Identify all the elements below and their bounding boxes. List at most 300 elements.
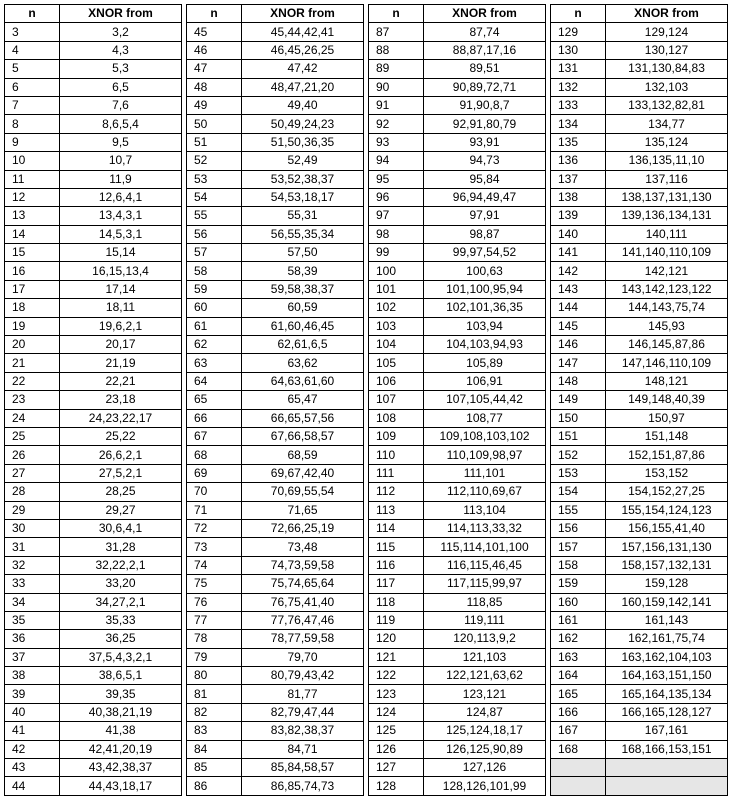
cell-xnor: 168,166,153,151 <box>606 740 728 758</box>
cell-xnor: 143,142,123,122 <box>606 280 728 298</box>
cell-n: 130 <box>551 41 606 59</box>
table-row <box>369 740 546 758</box>
cell-xnor: 121,103 <box>424 648 546 666</box>
cell-xnor: 87,74 <box>424 23 546 41</box>
cell-n: 78 <box>187 630 242 648</box>
cell-n: 12 <box>5 188 60 206</box>
cell-xnor: 98,87 <box>424 225 546 243</box>
table-row <box>187 759 364 777</box>
cell-xnor: 48,47,21,20 <box>242 78 364 96</box>
cell-n: 67 <box>187 427 242 445</box>
column-header-xnor: XNOR from <box>242 5 364 23</box>
cell-xnor: 62,61,6,5 <box>242 336 364 354</box>
cell-n: 13 <box>5 207 60 225</box>
cell-n: 79 <box>187 648 242 666</box>
table-row <box>187 317 364 335</box>
table-row <box>187 501 364 519</box>
cell-n: 57 <box>187 244 242 262</box>
cell-xnor: 67,66,58,57 <box>242 427 364 445</box>
table-row <box>369 207 546 225</box>
cell-n: 138 <box>551 188 606 206</box>
cell-xnor: 9,5 <box>60 133 182 151</box>
cell-xnor: 127,126 <box>424 759 546 777</box>
cell-xnor: 47,42 <box>242 60 364 78</box>
table-row <box>551 207 728 225</box>
cell-xnor: 88,87,17,16 <box>424 41 546 59</box>
cell-xnor: 24,23,22,17 <box>60 409 182 427</box>
table-row <box>187 170 364 188</box>
cell-n: 35 <box>5 611 60 629</box>
cell-xnor: 117,115,99,97 <box>424 575 546 593</box>
cell-n: 65 <box>187 391 242 409</box>
table-row <box>551 280 728 298</box>
table-row <box>551 648 728 666</box>
table-row <box>369 336 546 354</box>
cell-n: 80 <box>187 667 242 685</box>
cell-n: 100 <box>369 262 424 280</box>
cell-xnor: 6,5 <box>60 78 182 96</box>
cell-xnor: 54,53,18,17 <box>242 188 364 206</box>
cell-xnor: 89,51 <box>424 60 546 78</box>
cell-xnor: 165,164,135,134 <box>606 685 728 703</box>
cell-xnor: 71,65 <box>242 501 364 519</box>
cell-xnor: 99,97,54,52 <box>424 244 546 262</box>
xnor-table-3 <box>368 4 546 796</box>
table-row <box>369 703 546 721</box>
cell-xnor: 68,59 <box>242 446 364 464</box>
cell-n: 49 <box>187 96 242 114</box>
table-row <box>369 262 546 280</box>
table-row <box>369 317 546 335</box>
cell-n: 105 <box>369 354 424 372</box>
table-row <box>551 703 728 721</box>
cell-n: 101 <box>369 280 424 298</box>
cell-xnor: 105,89 <box>424 354 546 372</box>
cell-xnor: 61,60,46,45 <box>242 317 364 335</box>
cell-xnor: 12,6,4,1 <box>60 188 182 206</box>
table-row <box>5 225 182 243</box>
cell-n: 158 <box>551 556 606 574</box>
cell-n: 92 <box>369 115 424 133</box>
cell-xnor: 157,156,131,130 <box>606 538 728 556</box>
cell-n: 15 <box>5 244 60 262</box>
table-row <box>369 188 546 206</box>
table-row <box>551 519 728 537</box>
table-row <box>187 336 364 354</box>
cell-n: 43 <box>5 759 60 777</box>
table-row <box>369 170 546 188</box>
cell-xnor: 91,90,8,7 <box>424 96 546 114</box>
cell-n: 160 <box>551 593 606 611</box>
empty-cell <box>606 759 728 777</box>
cell-xnor: 70,69,55,54 <box>242 483 364 501</box>
table-row <box>5 556 182 574</box>
cell-xnor: 101,100,95,94 <box>424 280 546 298</box>
table-row <box>551 41 728 59</box>
cell-xnor: 136,135,11,10 <box>606 152 728 170</box>
cell-n: 87 <box>369 23 424 41</box>
table-row <box>187 464 364 482</box>
cell-xnor: 13,4,3,1 <box>60 207 182 225</box>
table-row <box>369 446 546 464</box>
table-row <box>551 78 728 96</box>
cell-n: 55 <box>187 207 242 225</box>
cell-n: 21 <box>5 354 60 372</box>
cell-n: 77 <box>187 611 242 629</box>
cell-n: 61 <box>187 317 242 335</box>
table-row <box>5 464 182 482</box>
cell-xnor: 16,15,13,4 <box>60 262 182 280</box>
cell-n: 94 <box>369 152 424 170</box>
cell-n: 66 <box>187 409 242 427</box>
table-row <box>187 483 364 501</box>
cell-n: 102 <box>369 299 424 317</box>
cell-xnor: 15,14 <box>60 244 182 262</box>
cell-n: 14 <box>5 225 60 243</box>
xnor-table-2 <box>186 4 364 796</box>
cell-xnor: 93,91 <box>424 133 546 151</box>
cell-xnor: 113,104 <box>424 501 546 519</box>
cell-n: 140 <box>551 225 606 243</box>
cell-xnor: 36,25 <box>60 630 182 648</box>
table-row <box>551 23 728 41</box>
table-row <box>187 575 364 593</box>
table-row <box>551 262 728 280</box>
cell-n: 5 <box>5 60 60 78</box>
table-row <box>551 354 728 372</box>
cell-xnor: 120,113,9,2 <box>424 630 546 648</box>
cell-xnor: 139,136,134,131 <box>606 207 728 225</box>
table-row <box>369 722 546 740</box>
cell-xnor: 163,162,104,103 <box>606 648 728 666</box>
cell-xnor: 148,121 <box>606 372 728 390</box>
table-row <box>551 630 728 648</box>
cell-n: 3 <box>5 23 60 41</box>
cell-xnor: 19,6,2,1 <box>60 317 182 335</box>
table-row <box>5 611 182 629</box>
cell-xnor: 60,59 <box>242 299 364 317</box>
table-row <box>5 244 182 262</box>
cell-xnor: 51,50,36,35 <box>242 133 364 151</box>
cell-n: 63 <box>187 354 242 372</box>
table-row <box>5 115 182 133</box>
cell-n: 114 <box>369 519 424 537</box>
table-row <box>5 372 182 390</box>
table-row <box>187 722 364 740</box>
cell-n: 106 <box>369 372 424 390</box>
cell-n: 39 <box>5 685 60 703</box>
cell-xnor: 34,27,2,1 <box>60 593 182 611</box>
cell-xnor: 35,33 <box>60 611 182 629</box>
cell-xnor: 159,128 <box>606 575 728 593</box>
cell-xnor: 79,70 <box>242 648 364 666</box>
cell-xnor: 133,132,82,81 <box>606 96 728 114</box>
cell-n: 24 <box>5 409 60 427</box>
table-row <box>369 354 546 372</box>
table-row <box>551 685 728 703</box>
table-row <box>551 170 728 188</box>
cell-xnor: 77,76,47,46 <box>242 611 364 629</box>
cell-n: 148 <box>551 372 606 390</box>
cell-xnor: 3,2 <box>60 23 182 41</box>
table-row <box>551 299 728 317</box>
cell-n: 40 <box>5 703 60 721</box>
cell-n: 86 <box>187 777 242 795</box>
table-row <box>369 630 546 648</box>
cell-n: 71 <box>187 501 242 519</box>
cell-n: 20 <box>5 336 60 354</box>
table-row <box>187 60 364 78</box>
cell-n: 118 <box>369 593 424 611</box>
table-row <box>187 391 364 409</box>
cell-n: 117 <box>369 575 424 593</box>
cell-n: 126 <box>369 740 424 758</box>
table-row <box>187 244 364 262</box>
cell-xnor: 46,45,26,25 <box>242 41 364 59</box>
cell-xnor: 4,3 <box>60 41 182 59</box>
cell-xnor: 123,121 <box>424 685 546 703</box>
table-row <box>187 667 364 685</box>
cell-n: 30 <box>5 519 60 537</box>
cell-n: 150 <box>551 409 606 427</box>
cell-n: 85 <box>187 759 242 777</box>
column-header-n: n <box>551 5 606 23</box>
cell-n: 33 <box>5 575 60 593</box>
cell-xnor: 122,121,63,62 <box>424 667 546 685</box>
cell-n: 9 <box>5 133 60 151</box>
table-row <box>5 777 182 795</box>
table-row <box>187 299 364 317</box>
cell-xnor: 43,42,38,37 <box>60 759 182 777</box>
cell-n: 8 <box>5 115 60 133</box>
cell-xnor: 115,114,101,100 <box>424 538 546 556</box>
cell-n: 119 <box>369 611 424 629</box>
cell-xnor: 30,6,4,1 <box>60 519 182 537</box>
cell-n: 132 <box>551 78 606 96</box>
cell-xnor: 90,89,72,71 <box>424 78 546 96</box>
cell-n: 56 <box>187 225 242 243</box>
table-row <box>187 41 364 59</box>
cell-n: 167 <box>551 722 606 740</box>
table-row <box>551 483 728 501</box>
table-row <box>551 336 728 354</box>
table-row <box>187 78 364 96</box>
cell-n: 98 <box>369 225 424 243</box>
cell-n: 95 <box>369 170 424 188</box>
cell-n: 155 <box>551 501 606 519</box>
table-row <box>369 244 546 262</box>
cell-n: 27 <box>5 464 60 482</box>
table-row <box>551 556 728 574</box>
cell-n: 4 <box>5 41 60 59</box>
cell-n: 16 <box>5 262 60 280</box>
cell-xnor: 85,84,58,57 <box>242 759 364 777</box>
cell-xnor: 27,5,2,1 <box>60 464 182 482</box>
cell-n: 113 <box>369 501 424 519</box>
cell-xnor: 144,143,75,74 <box>606 299 728 317</box>
table-row <box>369 685 546 703</box>
cell-n: 110 <box>369 446 424 464</box>
table-row <box>187 280 364 298</box>
cell-xnor: 142,121 <box>606 262 728 280</box>
cell-n: 107 <box>369 391 424 409</box>
cell-xnor: 39,35 <box>60 685 182 703</box>
table-row <box>369 427 546 445</box>
cell-xnor: 84,71 <box>242 740 364 758</box>
cell-n: 116 <box>369 556 424 574</box>
table-row <box>551 667 728 685</box>
cell-n: 157 <box>551 538 606 556</box>
table-row <box>551 446 728 464</box>
table-row <box>5 409 182 427</box>
cell-n: 60 <box>187 299 242 317</box>
table-row <box>5 685 182 703</box>
table-row <box>5 519 182 537</box>
cell-xnor: 44,43,18,17 <box>60 777 182 795</box>
table-row <box>551 372 728 390</box>
cell-xnor: 124,87 <box>424 703 546 721</box>
cell-n: 38 <box>5 667 60 685</box>
cell-n: 89 <box>369 60 424 78</box>
cell-xnor: 118,85 <box>424 593 546 611</box>
cell-xnor: 162,161,75,74 <box>606 630 728 648</box>
cell-xnor: 42,41,20,19 <box>60 740 182 758</box>
cell-n: 84 <box>187 740 242 758</box>
cell-xnor: 72,66,25,19 <box>242 519 364 537</box>
cell-xnor: 14,5,3,1 <box>60 225 182 243</box>
table-row <box>551 115 728 133</box>
cell-n: 90 <box>369 78 424 96</box>
cell-xnor: 107,105,44,42 <box>424 391 546 409</box>
cell-xnor: 100,63 <box>424 262 546 280</box>
cell-xnor: 155,154,124,123 <box>606 501 728 519</box>
table-row <box>369 538 546 556</box>
cell-n: 62 <box>187 336 242 354</box>
cell-xnor: 33,20 <box>60 575 182 593</box>
cell-xnor: 23,18 <box>60 391 182 409</box>
cell-xnor: 76,75,41,40 <box>242 593 364 611</box>
cell-xnor: 153,152 <box>606 464 728 482</box>
cell-n: 32 <box>5 556 60 574</box>
cell-n: 147 <box>551 354 606 372</box>
cell-n: 82 <box>187 703 242 721</box>
cell-n: 23 <box>5 391 60 409</box>
table-row <box>369 41 546 59</box>
table-row <box>369 391 546 409</box>
cell-xnor: 55,31 <box>242 207 364 225</box>
table-row <box>5 391 182 409</box>
cell-xnor: 20,17 <box>60 336 182 354</box>
table-row <box>5 630 182 648</box>
table-row <box>551 96 728 114</box>
table-row <box>187 115 364 133</box>
cell-n: 46 <box>187 41 242 59</box>
table-row <box>551 427 728 445</box>
xnor-table-1 <box>4 4 182 796</box>
table-row <box>5 317 182 335</box>
cell-n: 18 <box>5 299 60 317</box>
cell-xnor: 28,25 <box>60 483 182 501</box>
cell-xnor: 65,47 <box>242 391 364 409</box>
cell-n: 72 <box>187 519 242 537</box>
column-header-xnor: XNOR from <box>424 5 546 23</box>
cell-xnor: 18,11 <box>60 299 182 317</box>
table-row <box>5 280 182 298</box>
cell-xnor: 75,74,65,64 <box>242 575 364 593</box>
column-header-n: n <box>187 5 242 23</box>
table-row <box>369 23 546 41</box>
table-row <box>369 575 546 593</box>
cell-n: 81 <box>187 685 242 703</box>
cell-n: 159 <box>551 575 606 593</box>
cell-xnor: 40,38,21,19 <box>60 703 182 721</box>
cell-xnor: 56,55,35,34 <box>242 225 364 243</box>
cell-xnor: 78,77,59,58 <box>242 630 364 648</box>
table-row <box>369 667 546 685</box>
table-row <box>551 538 728 556</box>
table-row <box>187 225 364 243</box>
cell-xnor: 41,38 <box>60 722 182 740</box>
header-row <box>551 5 728 23</box>
cell-n: 25 <box>5 427 60 445</box>
empty-cell <box>551 759 606 777</box>
table-row <box>369 115 546 133</box>
table-row <box>551 244 728 262</box>
cell-n: 51 <box>187 133 242 151</box>
table-row <box>5 483 182 501</box>
table-row <box>551 317 728 335</box>
table-row <box>187 630 364 648</box>
cell-xnor: 130,127 <box>606 41 728 59</box>
table-row <box>5 575 182 593</box>
table-row <box>187 556 364 574</box>
cell-n: 73 <box>187 538 242 556</box>
cell-xnor: 45,44,42,41 <box>242 23 364 41</box>
table-row <box>551 188 728 206</box>
cell-xnor: 63,62 <box>242 354 364 372</box>
table-row <box>5 501 182 519</box>
cell-xnor: 69,67,42,40 <box>242 464 364 482</box>
cell-n: 103 <box>369 317 424 335</box>
table-row <box>369 777 546 795</box>
cell-xnor: 149,148,40,39 <box>606 391 728 409</box>
cell-xnor: 103,94 <box>424 317 546 335</box>
cell-n: 17 <box>5 280 60 298</box>
table-row <box>187 538 364 556</box>
cell-xnor: 37,5,4,3,2,1 <box>60 648 182 666</box>
table-row <box>187 96 364 114</box>
cell-n: 135 <box>551 133 606 151</box>
cell-n: 36 <box>5 630 60 648</box>
cell-n: 52 <box>187 152 242 170</box>
table-row <box>5 759 182 777</box>
cell-xnor: 141,140,110,109 <box>606 244 728 262</box>
table-row <box>187 777 364 795</box>
cell-xnor: 17,14 <box>60 280 182 298</box>
cell-n: 64 <box>187 372 242 390</box>
cell-xnor: 119,111 <box>424 611 546 629</box>
table-row <box>369 96 546 114</box>
cell-xnor: 31,28 <box>60 538 182 556</box>
cell-n: 165 <box>551 685 606 703</box>
cell-xnor: 8,6,5,4 <box>60 115 182 133</box>
cell-xnor: 38,6,5,1 <box>60 667 182 685</box>
table-row <box>5 170 182 188</box>
cell-xnor: 21,19 <box>60 354 182 372</box>
cell-n: 151 <box>551 427 606 445</box>
cell-n: 122 <box>369 667 424 685</box>
cell-n: 120 <box>369 630 424 648</box>
